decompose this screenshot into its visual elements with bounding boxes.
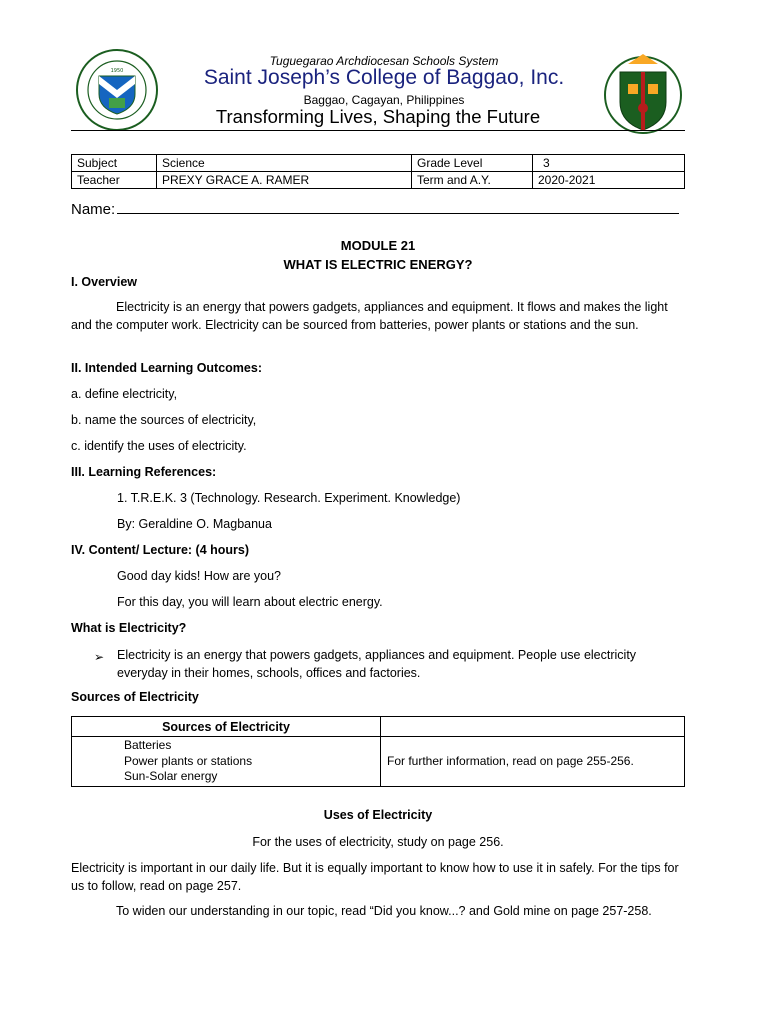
what-is-text: Electricity is an energy that powers gadgets, appliances and equipment. People use electricity everyday in their homes, schools, offices and factories. [117,648,637,680]
college-name: Saint Joseph’s College of Baggao, Inc. [203,66,565,89]
sources-heading: Sources of Electricity [71,690,199,704]
content-heading: IV. Content/ Lecture: (4 hours) [71,543,250,557]
arrow-bullet-icon: ➢ [94,650,105,664]
content-intro: For this day, you will learn about electric energy. [117,595,383,609]
name-blank-line [117,199,679,214]
teacher-label: Teacher [72,172,157,189]
school-system-name: Tuguegarao Archdiocesan Schools System [269,54,499,68]
module-info-table [71,154,685,189]
sources-note: For further information, read on page 255-256. [381,737,685,787]
outcome-item: b. name the sources of electricity, [71,413,257,427]
content-greeting: Good day kids! How are you? [117,569,281,583]
subject-label: Subject [72,155,157,172]
outcome-item: c. identify the uses of electricity. [71,439,247,453]
uses-widen-text: To widen our understanding in our topic, read “Did you know...? and Gold mine on page 257-258. [116,904,652,918]
reference-author: By: Geraldine O. Magbanua [117,517,272,531]
sources-table [71,716,685,787]
teacher-value: PREXY GRACE A. RAMER [157,172,412,189]
uses-safety-text: Electricity is important in our daily life. But it is equally important to know how to use it in safely. For the tips for us to follow, read on page 257. [71,861,679,893]
module-title: WHAT IS ELECTRIC ENERGY? [283,257,473,272]
sources-list-cell [72,737,381,787]
svg-text:1950: 1950 [110,68,124,74]
name-field [71,199,679,218]
module-number: MODULE 21 [340,238,416,253]
term-value: 2020-2021 [533,172,685,189]
grade-level-value: 3 [533,155,685,172]
source-item: Sun-Solar energy [124,769,218,783]
uses-heading: Uses of Electricity [323,808,433,822]
outcomes-heading: II. Intended Learning Outcomes: [71,361,262,375]
term-label: Term and A.Y. [412,172,533,189]
what-is-heading: What is Electricity? [71,621,187,635]
info-row-subject [72,155,685,172]
source-item: Power plants or stations [124,753,253,768]
info-row-teacher [72,172,685,189]
subject-value: Science [157,155,412,172]
reference-book: 1. T.R.E.K. 3 (Technology. Research. Experiment. Knowledge) [117,491,461,505]
overview-text: Electricity is an energy that powers gadgets, appliances and equipment. It flows and makes the light and the computer work. Electricity can be sourced from batteries, power plants or stations and the sun. [71,300,668,332]
overview-heading: I. Overview [71,275,138,289]
college-location: Baggao, Cagayan, Philippines [303,93,465,107]
references-heading: III. Learning References: [71,465,217,479]
college-motto: Transforming Lives, Shaping the Future [215,106,541,127]
name-label: Name: [71,201,116,218]
header-divider [71,130,685,131]
grade-level-label: Grade Level [412,155,533,172]
outcome-item: a. define electricity, [71,387,178,401]
uses-study-text: For the uses of electricity, study on page 256. [252,835,504,849]
sources-table-header: Sources of Electricity [72,717,381,737]
sources-table-header-empty [381,717,685,737]
source-item: Batteries [124,738,172,752]
sources-table-body-row [72,737,685,787]
sources-table-header-row [72,717,685,737]
